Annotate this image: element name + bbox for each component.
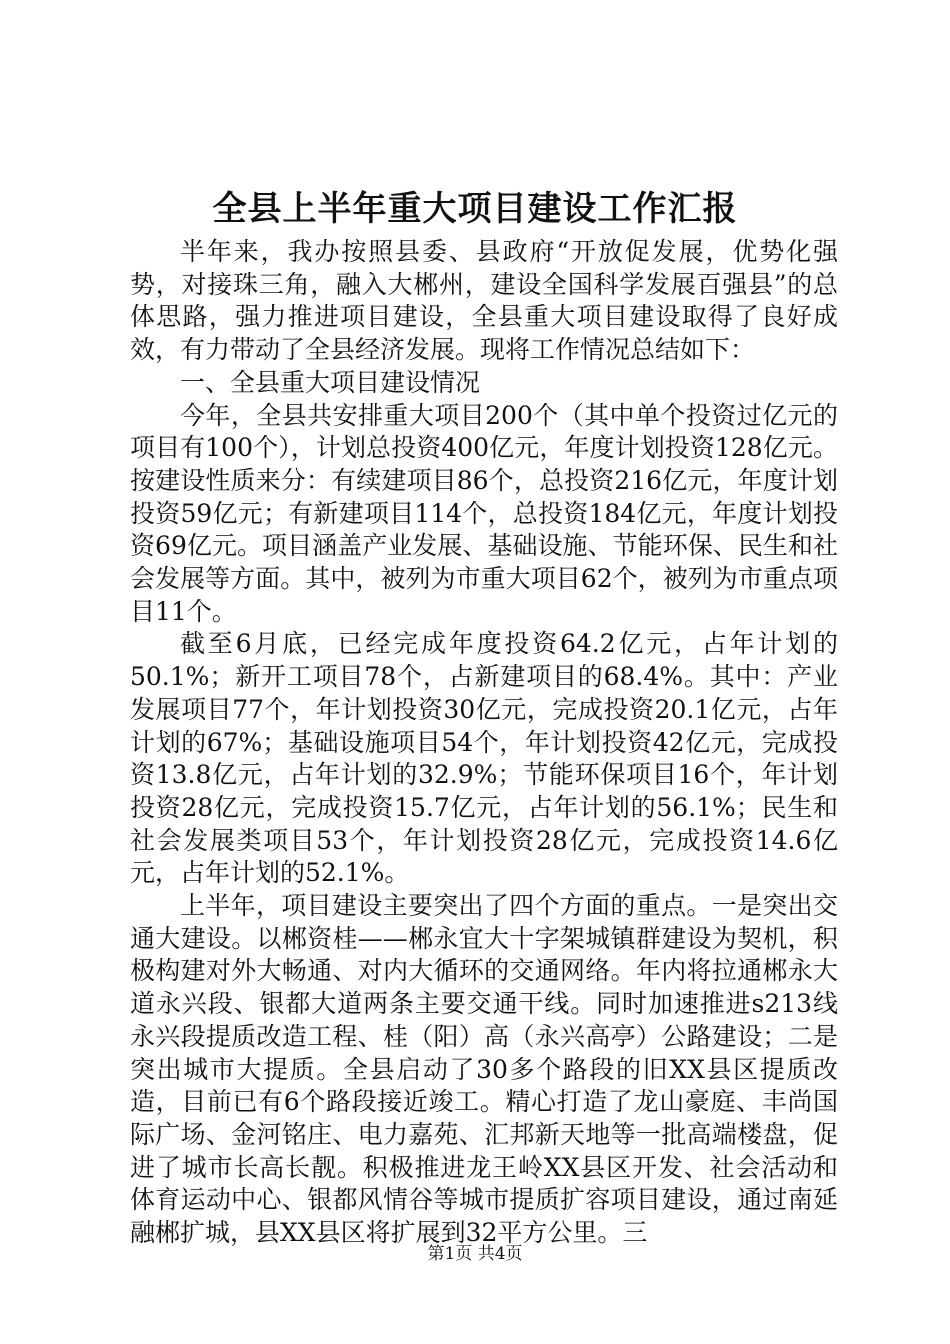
paragraph-overview: 今年，全县共安排重大项目200个（其中单个投资过亿元的项目有100个），计划总投资400亿元，年度计划投资128亿元。按建设性质来分：有续建项目86个，总投资216亿元，年度计划投资59亿元；有新建项目114个，总投资184亿元，年度计划投资69亿元。项目涵盖产业发展、基础设施、节能环保、民生和社会发展等方面。其中，被列为市重大项目62个，被列为市重点项目11个。: [130, 400, 838, 626]
paragraph-intro: 半年来，我办按照县委、县政府“开放促发展，优势化强势，对接珠三角，融入大郴州，建设全国科学发展百强县”的总体思路，强力推进项目建设，全县重大项目建设取得了良好成效，有力带动了全县经济发展。现将工作情况总结如下：: [130, 237, 838, 365]
document-body: [130, 236, 838, 1250]
paragraph-highlights: 上半年，项目建设主要突出了四个方面的重点。一是突出交通大建设。以郴资桂——郴永宜大十字架城镇群建设为契机，积极构建对外大畅通、对内大循环的交通网络。年内将拉通郴永大道永兴段、银都大道两条主要交通干线。同时加速推进s213线永兴段提质改造工程、桂（阳）高（永兴高亭）公路建设；二是突出城市大提质。全县启动了30多个路段的旧XX县区提质改造，目前已有6个路段接近竣工。精心打造了龙山豪庭、丰尚国际广场、金河铭庄、电力嘉苑、汇邦新天地等一批高端楼盘，促进了城市长高长靓。积极推进龙王岭XX县区开发、社会活动和体育运动中心、银都风情谷等城市提质扩容项目建设，通过南延融郴扩城，县XX县区将扩展到32平方公里。三: [130, 891, 838, 1248]
page-footer: 第1页 共4页: [427, 1244, 523, 1264]
paragraph-progress: 截至6月底，已经完成年度投资64.2亿元，占年计划的50.1%；新开工项目78个，占新建项目的68.4%。其中：产业发展项目77个，年计划投资30亿元，完成投资20.1亿元，占年计划的67%；基础设施项目54个，年计划投资42亿元，完成投资13.8亿元，占年计划的32.9%；节能环保项目16个，年计划投资28亿元，完成投资15.7亿元，占年计划的56.1%；民生和社会发展类项目53个，年计划投资28亿元，完成投资14.6亿元，占年计划的52.1%。: [130, 629, 838, 888]
section-heading: 一、全县重大项目建设情况: [180, 367, 481, 397]
document-title: 全县上半年重大项目建设工作汇报: [212, 189, 738, 229]
